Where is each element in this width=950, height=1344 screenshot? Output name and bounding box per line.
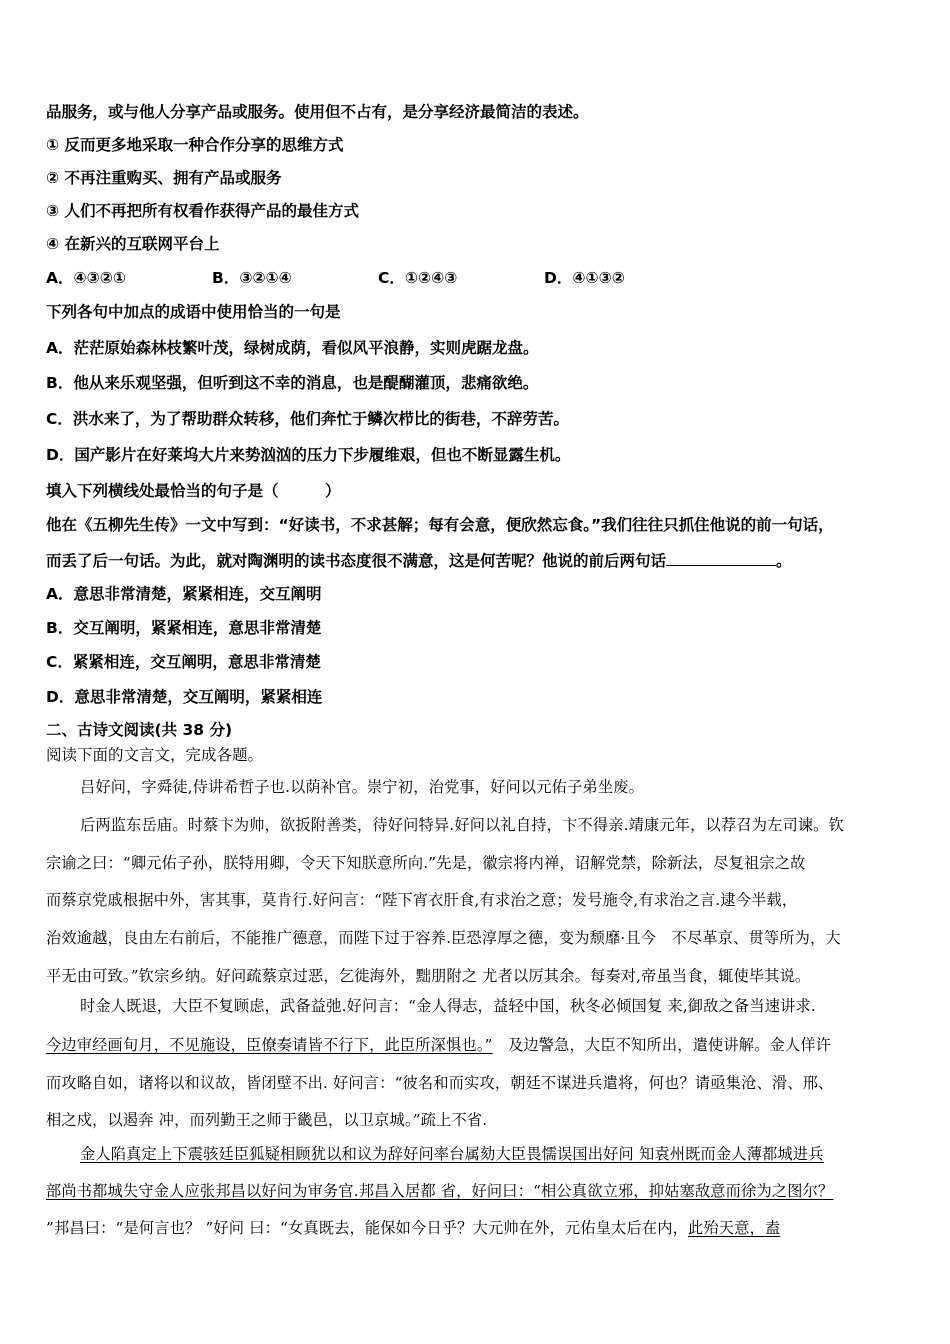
passage-line: 吕好问，字舜徒,侍讲希哲子也.以荫补官。崇宁初，治党事，好问以元佑子弟坐废。 [80,778,645,796]
list-item: ② 不再注重购买、拥有产品或服务 [46,169,282,187]
option-a: A．④③②① [46,269,126,287]
underlined-sentence: 今边审经画旬月，不见施设，臣僚奏请皆不行下，此臣所深惧也。” [46,1036,493,1054]
question-text-line: 品服务，或与他人分享产品或服务。使用但不占有，是分享经济最简洁的表述。 [46,103,589,121]
list-item: ③ 人们不再把所有权看作获得产品的最佳方式 [46,202,360,220]
passage-line [46,1034,831,1055]
underlined-fragment: 此殆天意，盍 [688,1219,781,1237]
passage-line: 而蔡京党戚根据中外，害其事，莫肯行.好问言：“陛下宵衣肝食,有求治之意；发号施令,有求治之言.逮今半载， [46,891,798,909]
question-text-line: 他在《五柳先生传》一文中写到：“好读书，不求甚解；每有会意，便欣然忘食。”我们往往只抓住他说的前一句话， [46,516,834,534]
option-d: D．国产影片在好莱坞大片来势汹汹的压力下步履维艰，但也不断显露生机。 [46,446,571,464]
option-d: D．意思非常清楚，交互阐明，紧紧相连 [46,688,323,706]
section-heading: 二、古诗文阅读(共 38 分) [46,721,233,739]
section-instruction: 阅读下面的文言文，完成各题。 [46,746,264,764]
option-c: C．紧紧相连，交互阐明，意思非常清楚 [46,653,321,671]
underlined-passage-line: 部尚书都城失守金人应张邦昌以好问为审务官.邦昌入居都 省，好问曰：“相公真欲立邪，抑姑塞敌意而徐为之图尔？ [46,1182,834,1200]
option-b: B．交互阐明，紧紧相连，意思非常清楚 [46,619,322,637]
answer-options-row [46,267,625,289]
passage-line: 而攻略自如，诸将以和议故，皆闭壁不出. 好问言：“彼名和而实攻，朝廷不谋进兵遣将，何也？请亟集沧、滑、邢、 [46,1074,834,1092]
list-item: ④ 在新兴的互联网平台上 [46,235,220,253]
option-b: B．他从来乐观坚强，但听到这不幸的消息，也是醍醐灌顶，悲痛欲绝。 [46,374,539,392]
question-stem: 填入下列横线处最恰当的句子是（ ） [46,482,341,500]
option-a: A．意思非常清楚，紧紧相连，交互阐明 [46,585,322,603]
question-stem: 下列各句中加点的成语中使用恰当的一句是 [46,303,341,321]
passage-line: 相之戍，以遏奔 冲，而列勤王之师于畿邑，以卫京城。”疏上不省. [46,1111,488,1129]
option-a: A．茫茫原始森林枝繁叶茂，绿树成荫，看似风平浪静，实则虎踞龙盘。 [46,339,539,357]
passage-line: 宗谕之曰：“卿元佑子孙，朕特用卿，令天下知朕意所向.”先是，徽宗将内禅，诏解党禁，除新法，尽复祖宗之故 [46,854,806,872]
passage-text: ”邦昌曰：“是何言也？ ”好问 曰：“女真既去，能保如今日乎？大元帅在外，元佑皇太后在内， [46,1219,689,1237]
option-b: B．③②①④ [212,269,292,287]
passage-text: 及边警急，大臣不知所出，遣使讲解。金人佯许 [492,1036,832,1054]
passage-line: 后两监东岳庙。时蔡卞为帅，欲扳附善类，待好问特异.好问以礼自持，卞不得亲.靖康元年，以荐召为左司谏。钦 [80,816,845,834]
passage-line [46,1217,780,1238]
answer-blank [666,551,776,566]
underlined-passage-line: 金人陷真定上下震骇廷臣狐疑相顾犹以和议为辞好问率台属劾大臣畏懦误国出好问 知袁州既而金人薄都城进兵 [80,1145,824,1163]
question-text: 而丢了后一句话。为此，就对陶渊明的读书态度很不满意，这是何苦呢？他说的前后两句话 [46,552,667,570]
passage-line: 平无由可致。”钦宗乡纳。好问疏蔡京过恶，乞徙海外，黜朋附之 尤者以厉其余。每奏对,帝虽当食，辄使毕其说。 [46,967,811,985]
passage-line: 治效逾越，良由左右前后，不能推广德意，而陛下过于容养.臣恐淳厚之德，变为颓靡·且今 不尽革京、贯等所为，大 [46,929,841,947]
question-text-line [46,550,792,572]
question-text-end: 。 [776,552,792,570]
list-item: ① 反而更多地采取一种合作分享的思维方式 [46,136,344,154]
passage-line: 时金人既退，大臣不复顾虑，武备益弛.好问言：“金人得志，益轻中国，秋冬必倾国复 来,御敌之备当速讲求. [80,997,816,1015]
option-c: C．①②④③ [378,269,458,287]
option-c: C．洪水来了，为了帮助群众转移，他们奔忙于鳞次栉比的街巷，不辞劳苦。 [46,410,569,428]
option-d: D．④①③② [544,269,625,287]
